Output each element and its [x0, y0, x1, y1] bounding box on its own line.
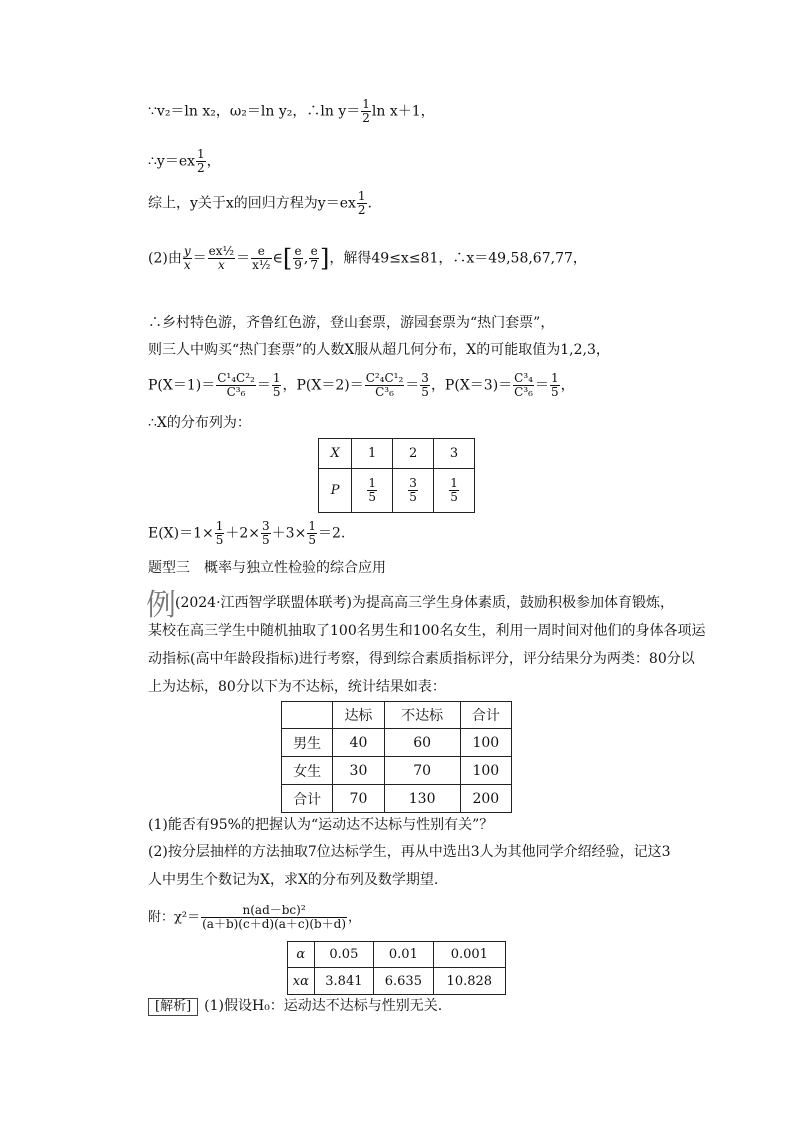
table-cell: 1 — [352, 439, 393, 469]
part2-label: (2)由 — [148, 250, 182, 267]
table-cell: 10.828 — [433, 968, 505, 995]
chi-square-fraction: $\frac{\text{n(ad－bc)²}}{(a+b)(c+d)(a+c)(b+d)}$ — [202, 903, 347, 931]
distribution-table — [318, 438, 475, 513]
probability-line: P(X＝1)＝ $\frac{\text{C¹₄C²₂}}{\text{C³₆}}$ ＝ $\frac{1}{5}$ ，P(X＝2)＝ $\frac{\text{C²₄C¹₂}}{\text{C³₆}}$ ＝ $\frac{3}{5}$ ，P(X＝3)＝ $\frac{\text{C³₄}}{\text{C³₆}}$ ＝ $\frac{1}{5}$ ， — [148, 371, 575, 399]
solution-line-8: ∴X的分布列为： — [148, 415, 251, 431]
example-glyph: 例 — [146, 588, 176, 623]
table-cell: 0.05 — [314, 942, 373, 968]
table-cell: X — [319, 439, 352, 469]
table-cell: 3.841 — [314, 968, 373, 995]
table-cell: 100 — [460, 757, 511, 785]
solution-line-4: (2)由 $\frac{y}{x}$ ＝ $\frac{\text{ex½}}{x}$ ＝ $\frac{e}{\text{x½}}$ ∈[ $\frac{e}{9}$ , $\frac{e}{7}$ ]，解得49≤x≤81，∴x＝49,58,67,77， — [148, 244, 587, 273]
y-over-x: $\frac{y}{x}$ — [183, 244, 191, 272]
table-cell: 0.001 — [433, 942, 505, 968]
table-row — [282, 785, 512, 813]
table-cell: 女生 — [282, 757, 333, 785]
solution-line-6: 则三人中购买“热门套票”的人数X服从超几何分布，X的可能取值为1,2,3， — [148, 342, 610, 358]
table-cell: $\frac{1}{5}$ — [434, 469, 475, 513]
solve-text: ，解得49≤x≤81，∴x＝49,58,67,77， — [329, 250, 587, 267]
example-line-3: 动指标(高中年龄段指标)进行考察，得到综合素质指标评分，评分结果分为两类：80分以 — [148, 651, 695, 667]
line1-prefix: ∵v₂＝ln x₂，ω₂＝ln y₂，∴ln y＝ — [148, 103, 361, 120]
table-row — [288, 968, 506, 995]
p1-fraction: $\frac{\text{C¹₄C²₂}}{\text{C³₆}}$ — [217, 371, 255, 399]
table-row — [282, 729, 512, 757]
critical-value-table — [287, 941, 506, 995]
table-cell: 合计 — [282, 785, 333, 813]
interval-lower: $\frac{e}{9}$ — [294, 244, 302, 272]
table-row — [282, 702, 512, 729]
table-cell: α — [288, 942, 315, 968]
e-over-x-half: $\frac{e}{\text{x½}}$ — [252, 244, 271, 272]
question-1: (1)能否有95%的把握认为“运动达不达标与性别有关”？ — [148, 817, 494, 833]
table-row — [319, 469, 475, 513]
line3-prefix: 综上，y关于x的回归方程为y＝ex — [148, 195, 356, 212]
table-cell: 达标 — [333, 702, 384, 729]
solution-line-1 — [148, 98, 435, 125]
section-title: 题型三 概率与独立性检验的综合应用 — [148, 560, 386, 576]
exponent-half: $\frac{1}{2}$ — [357, 189, 366, 217]
analysis-tag: [解析] — [148, 998, 198, 1016]
appendix-formula: 附：χ²＝ $\frac{\text{n(ad－bc)²}}{(a+b)(c+d)(a+c)(b+d)}$ ， — [148, 903, 362, 931]
table-cell: 70 — [333, 785, 384, 813]
table-row — [288, 942, 506, 968]
table-cell: 2 — [393, 439, 434, 469]
table-cell: 3 — [434, 439, 475, 469]
solution-line-2: ∴y＝ex $\frac{1}{2}$ ， — [148, 147, 221, 175]
line1-suffix: ln x＋1， — [371, 103, 435, 120]
example-line-1: (2024·江西智学联盟体联考)为提高高三学生身体素质，鼓励积极参加体育锻炼， — [175, 595, 675, 611]
table-row — [282, 757, 512, 785]
table-cell: 6.635 — [374, 968, 433, 995]
table-cell: xα — [288, 968, 315, 995]
ex-half-over-x: $\frac{\text{ex½}}{x}$ — [208, 244, 235, 272]
table-cell: 60 — [384, 729, 460, 757]
example-line-4: 上为达标，80分以下为不达标，统计结果如表： — [148, 679, 446, 695]
table-cell: 200 — [460, 785, 511, 813]
table-cell: 40 — [333, 729, 384, 757]
p3-fraction: $\frac{\text{C³₄}}{\text{C³₆}}$ — [514, 371, 533, 399]
table-cell: 100 — [460, 729, 511, 757]
example-line-2: 某校在高三学生中随机抽取了100名男生和100名女生，利用一周时间对他们的身体各项运 — [148, 623, 706, 639]
table-cell: $\frac{3}{5}$ — [393, 469, 434, 513]
table-cell — [282, 702, 333, 729]
table-cell: 30 — [333, 757, 384, 785]
table-cell: P — [319, 469, 352, 513]
question-2-line-2: 人中男生个数记为X，求X的分布列及数学期望. — [148, 872, 439, 888]
exponent-half: $\frac{1}{2}$ — [197, 147, 205, 175]
table-row — [319, 439, 475, 469]
question-2-line-1: (2)按分层抽样的方法抽取7位达标学生，再从中选出3人为其他同学介绍经验，记这3 — [148, 844, 671, 860]
table-cell: 70 — [384, 757, 460, 785]
solution-line-3: 综上，y关于x的回归方程为y＝ex $\frac{1}{2}$ . — [148, 189, 372, 217]
table-cell: $\frac{1}{5}$ — [352, 469, 393, 513]
table-cell: 0.01 — [374, 942, 433, 968]
fraction-half: $\frac{1}{2}$ — [362, 97, 370, 125]
solution-line-5: ∴乡村特色游，齐鲁红色游，登山套票，游园套票为“热门套票”， — [148, 315, 555, 331]
interval-upper: $\frac{e}{7}$ — [310, 244, 319, 272]
table-cell: 男生 — [282, 729, 333, 757]
analysis-text: (1)假设H₀：运动达不达标与性别无关. — [204, 998, 443, 1014]
line2-prefix: ∴y＝ex — [148, 153, 195, 170]
expectation-line: E(X)＝1× $\frac{1}{5}$ ＋2× $\frac{3}{5}$ ＋3× $\frac{1}{5}$ ＝2. — [148, 519, 346, 547]
stats-table — [281, 701, 512, 813]
p2-fraction: $\frac{\text{C²₄C¹₂}}{\text{C³₆}}$ — [365, 371, 404, 399]
analysis-line — [148, 997, 442, 1016]
table-cell: 合计 — [460, 702, 511, 729]
table-cell: 130 — [384, 785, 460, 813]
table-cell: 不达标 — [384, 702, 460, 729]
